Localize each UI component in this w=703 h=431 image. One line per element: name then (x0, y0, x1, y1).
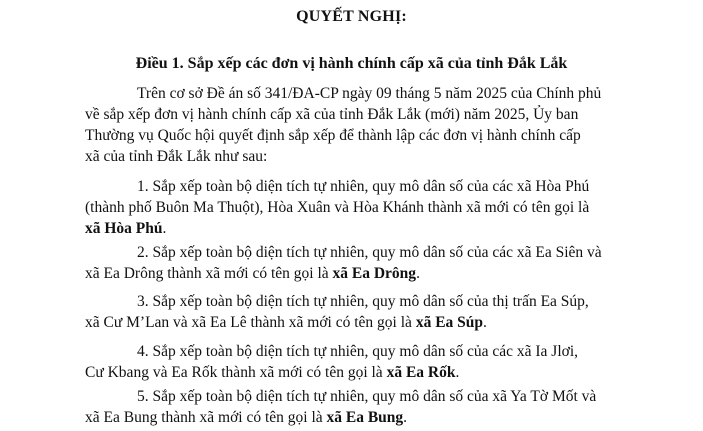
item-line: 1. Sắp xếp toàn bộ diện tích tự nhiên, quy mô dân số của các xã Hòa Phú (137, 178, 590, 195)
intro-line: Thường vụ Quốc hội quyết định sắp xếp để thành lập các đơn vị hành chính cấp (85, 127, 581, 144)
intro-line: về sắp xếp đơn vị hành chính cấp xã của tỉnh Đắk Lắk (mới) năm 2025, Ủy ban (85, 106, 579, 123)
item-line: 2. Sắp xếp toàn bộ diện tích tự nhiên, quy mô dân số của các xã Ea Siên và (137, 244, 602, 261)
item-last-line (85, 263, 615, 284)
new-commune-name: xã Ea Súp (415, 314, 484, 331)
item-2-paragraph (85, 242, 615, 284)
item-4-paragraph (85, 341, 615, 383)
resolution-heading: QUYẾT NGHỊ: (296, 8, 407, 25)
new-commune-name: xã Ea Bung (326, 409, 404, 426)
item-prefix: xã Cư M’Lan và xã Ea Lê thành xã mới có tên gọi là (85, 314, 416, 331)
item-prefix: xã Ea Bung thành xã mới có tên gọi là (85, 409, 327, 426)
item-last-line (85, 407, 615, 428)
item-suffix: . (162, 220, 167, 237)
item-line: 3. Sắp xếp toàn bộ diện tích tự nhiên, quy mô dân số của thị trấn Ea Súp, (137, 293, 589, 310)
intro-line: Trên cơ sở Đề án số 341/ĐA-CP ngày 09 tháng 5 năm 2025 của Chính phủ (137, 85, 602, 102)
item-last-line (85, 218, 615, 239)
item-3-paragraph (85, 291, 615, 333)
intro-line: xã của tỉnh Đắk Lắk như sau: (85, 148, 268, 165)
item-last-line (85, 362, 615, 383)
article-title: Điều 1. Sắp xếp các đơn vị hành chính cấp xã của tỉnh Đắk Lắk (135, 55, 568, 72)
item-prefix: xã Ea Drông thành xã mới có tên gọi là (85, 265, 333, 282)
item-last-line (85, 312, 615, 333)
item-5-paragraph (85, 386, 615, 428)
item-line: (thành phố Buôn Ma Thuột), Hòa Xuân và Hòa Khánh thành xã mới có tên gọi là (85, 199, 590, 216)
item-suffix: . (483, 314, 487, 331)
item-suffix: . (416, 265, 420, 282)
item-suffix: . (455, 364, 460, 381)
intro-paragraph (85, 83, 615, 167)
item-1-paragraph (85, 176, 615, 239)
new-commune-name: xã Ea Drông (332, 265, 417, 282)
new-commune-name: xã Hòa Phú (85, 220, 163, 237)
new-commune-name: xã Ea Rốk (386, 364, 456, 381)
item-line: 4. Sắp xếp toàn bộ diện tích tự nhiên, quy mô dân số của các xã Ia Jlơi, (137, 343, 579, 360)
item-line: 5. Sắp xếp toàn bộ diện tích tự nhiên, quy mô dân số của xã Ya Tờ Mốt và (137, 388, 597, 405)
item-prefix: Cư Kbang và Ea Rốk thành xã mới có tên gọi là (85, 364, 387, 381)
item-suffix: . (403, 409, 408, 426)
